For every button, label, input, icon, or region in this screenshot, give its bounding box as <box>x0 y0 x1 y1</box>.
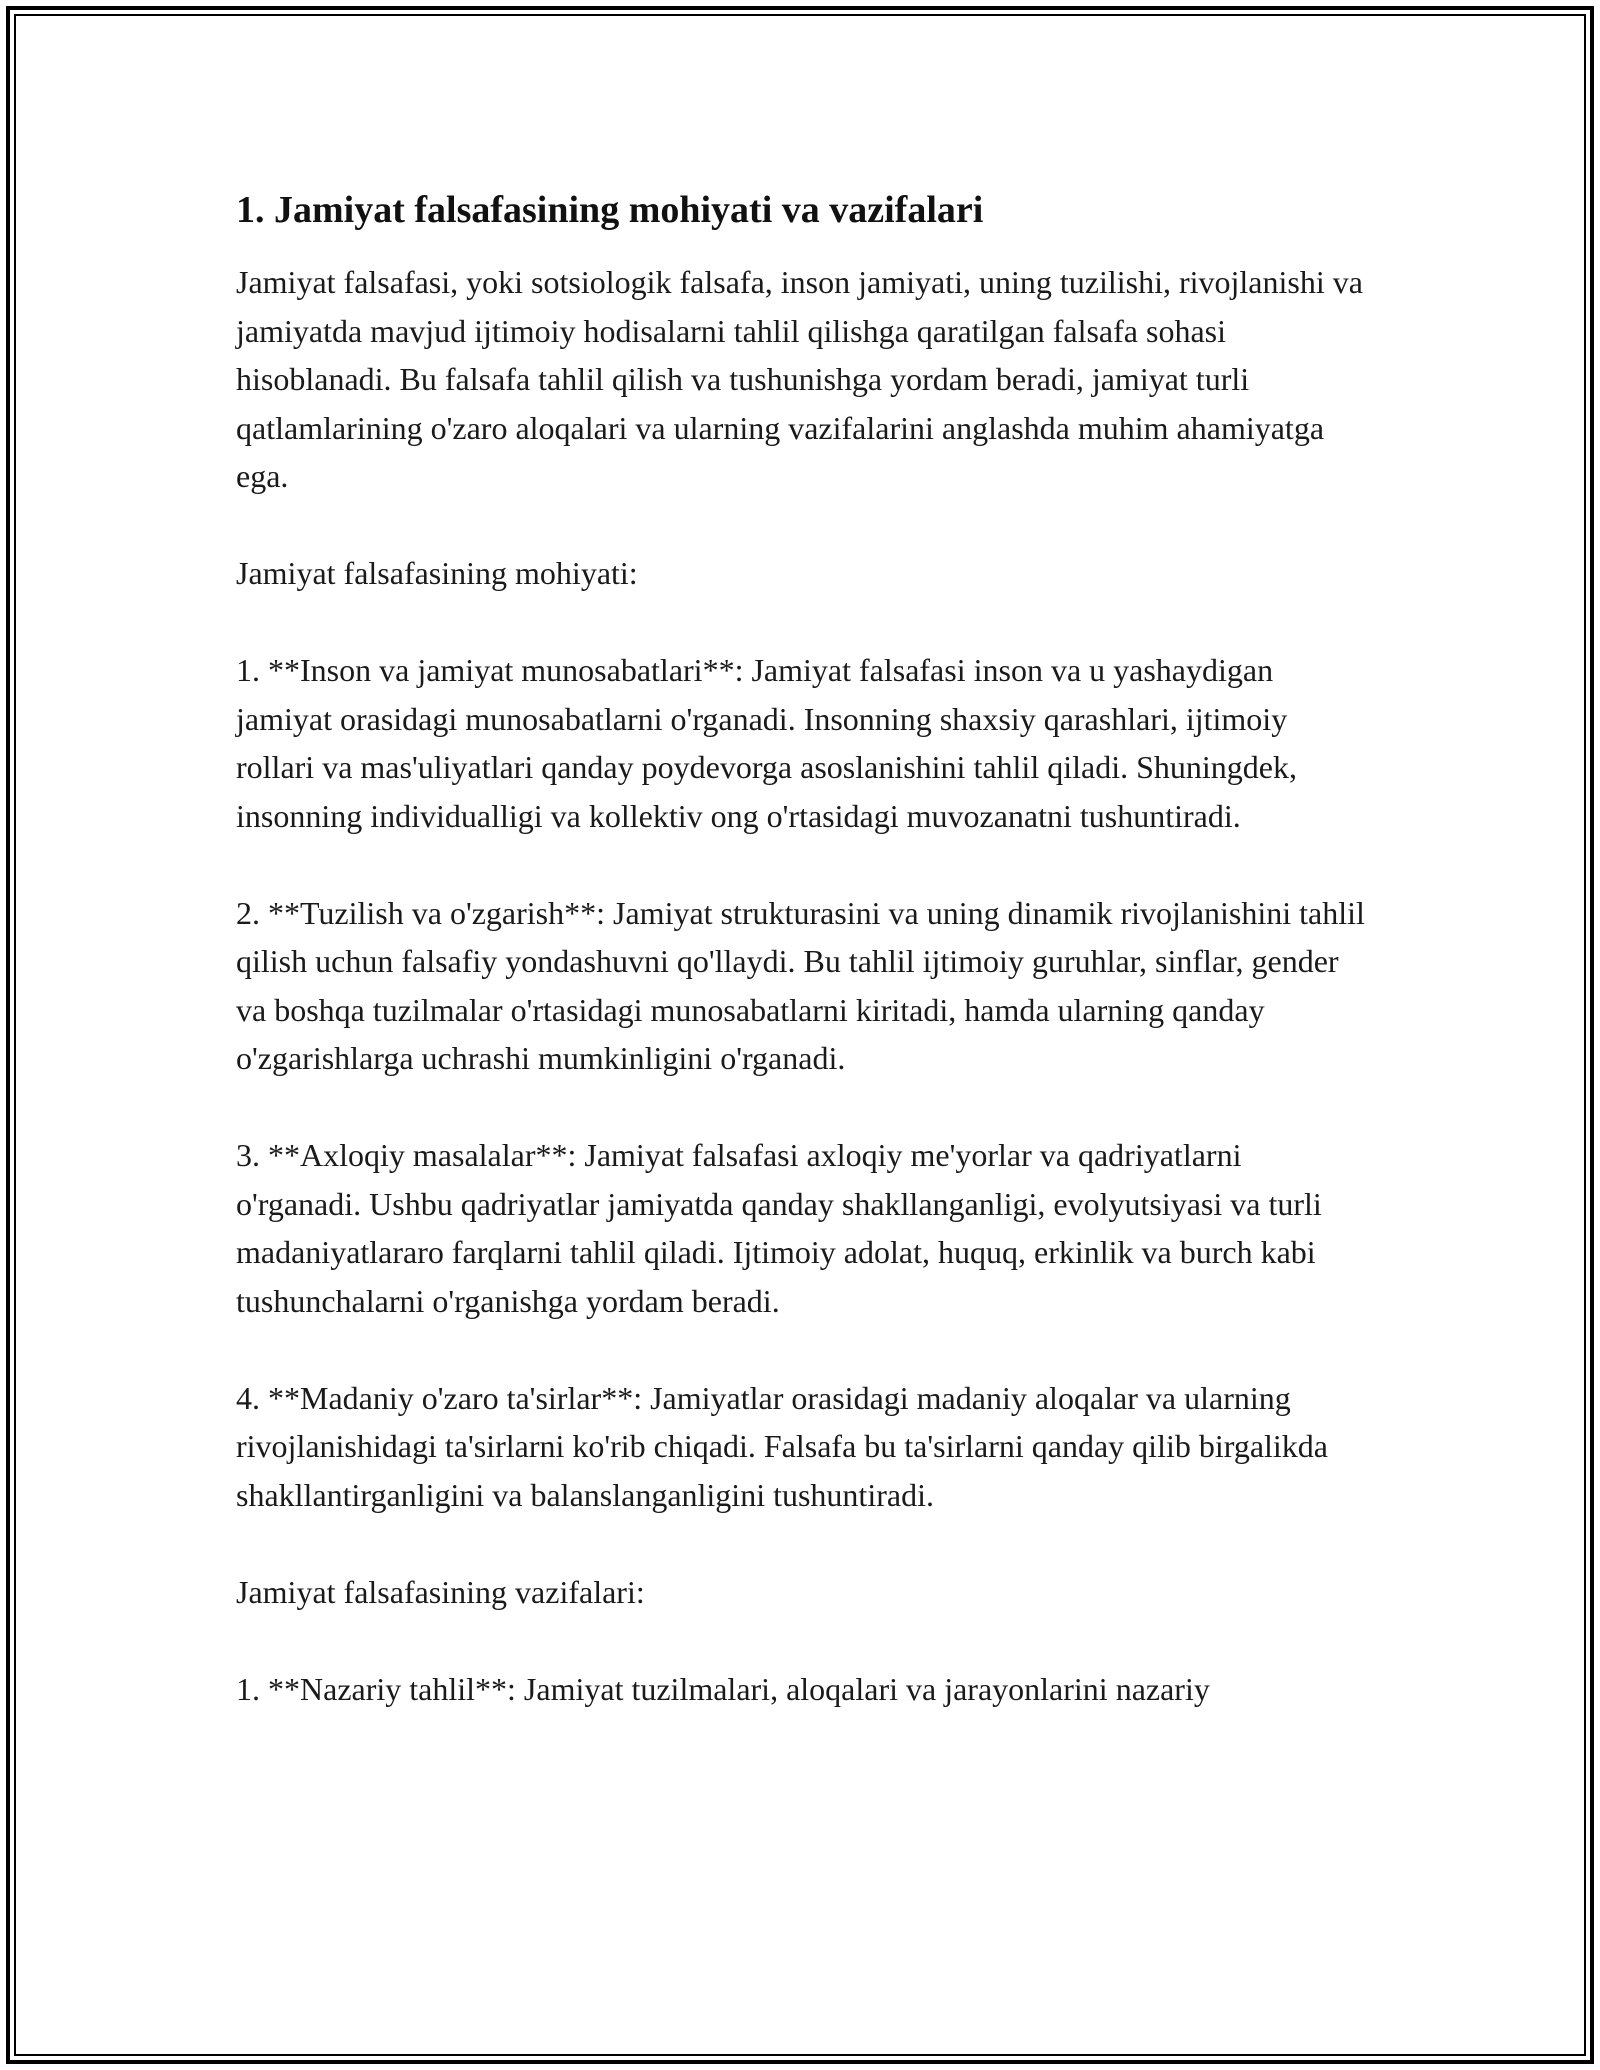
essence-point-4: 4. **Madaniy o'zaro ta'sirlar**: Jamiyatlar orasidagi madaniy aloqalar va ularning rivojlanishidagi ta'sirlarni ko'rib chiqadi. Falsafa bu ta'sirlarni qanday qilib birgalikda shakllantirganligini va balanslanganligini tushuntiradi. <box>236 1379 1328 1513</box>
intro-paragraph: Jamiyat falsafasi, yoki sotsiologik falsafa, inson jamiyati, uning tuzilishi, rivojlanishi va jamiyatda mavjud ijtimoiy hodisalarni tahlil qilishga qaratilgan falsafa sohasi hisoblanadi. Bu falsafa tahlil qilish va tushunishga yordam beradi, jamiyat turli qatlamlarining o'zaro aloqalari va ularning vazifalarini anglashda muhim ahamiyatga ega. <box>236 264 1363 494</box>
essence-heading-paragraph: Jamiyat falsafasining mohiyati: <box>236 555 638 591</box>
tasks-point-1: 1. **Nazariy tahlil**: Jamiyat tuzilmalari, aloqalari va jarayonlarini nazariy <box>236 1670 1210 1707</box>
document-title: 1. Jamiyat falsafasining mohiyati va vazifalari <box>236 189 984 231</box>
essence-point-3: 3. **Axloqiy masalalar**: Jamiyat falsafasi axloqiy me'yorlar va qadriyatlarni o'rganadi. Ushbu qadriyatlar jamiyatda qanday shakllanganligi, evolyutsiyasi va turli madaniyatlararo farqlarni tahlil qiladi. Ijtimoiy adolat, huquq, erkinlik va burch kabi tushunchalarni o'rganishga yordam beradi. <box>236 1137 1322 1319</box>
tasks-heading-paragraph: Jamiyat falsafasining vazifalari: <box>236 1573 645 1610</box>
document-body <box>236 186 1366 1713</box>
essence-point-2: 2. **Tuzilish va o'zgarish**: Jamiyat strukturasini va uning dinamik rivojlanishini tahlil qilish uchun falsafiy yondashuvni qo'llaydi. Bu tahlil ijtimoiy guruhlar, sinflar, gender va boshqa tuzilmalar o'rtasidagi munosabatlarni kiritadi, hamda ularning qanday o'zgarishlarga uchrashi mumkinligini o'rganadi. <box>236 894 1365 1076</box>
essence-point-1: 1. **Inson va jamiyat munosabatlari**: Jamiyat falsafasi inson va u yashaydigan jamiyat orasidagi munosabatlarni o'rganadi. Insonning shaxsiy qarashlari, ijtimoiy rollari va mas'uliyatlari qanday poydevorga asoslanishini tahlil qiladi. Shuningdek, insonning individualligi va kollektiv ong o'rtasidagi muvozanatni tushuntiradi. <box>236 652 1297 834</box>
